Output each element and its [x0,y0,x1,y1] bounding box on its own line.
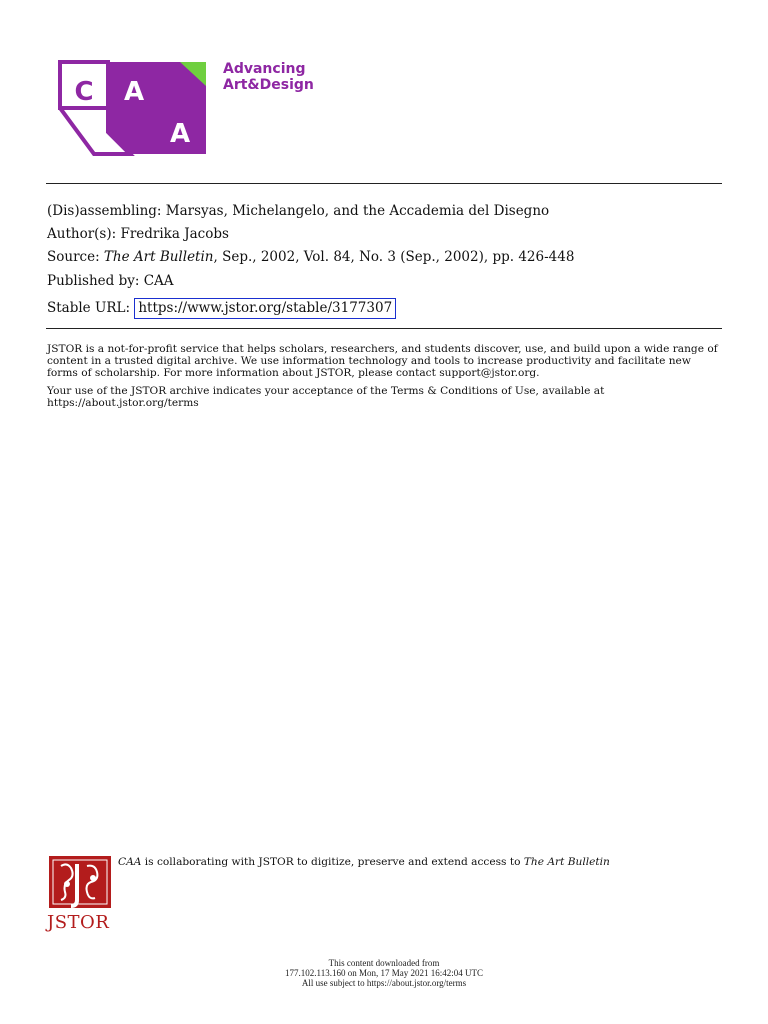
footer-line1: This content downloaded from [328,958,440,968]
caa-logo [58,60,314,156]
author-line [47,226,229,242]
terms-notice-paragraph: Your use of the JSTOR archive indicates your acceptance of the Terms & Conditions of Use, available at https://about.jstor.org/terms [47,385,605,409]
article-title: (Dis)assembling: Marsyas, Michelangelo, and the Accademia del Disegno [47,203,550,219]
jstor-notice-paragraph: JSTOR is a not-for-profit service that helps scholars, researchers, and students discover, use, and build upon a wide range of content in a trusted digital archive. We use information technology and tools to increase productivity and facilitate new forms of scholarship. For more information about JSTOR, please contact support@jstor.org. [47,343,718,379]
logo-letter-c: C [74,77,94,107]
logo-tagline-line2: Art&Design [223,77,314,93]
collab-journal: The Art Bulletin [523,856,610,868]
publisher-name: CAA [143,273,174,289]
author-label: Author(s): [47,226,117,242]
collab-text: is collaborating with JSTOR to digitize, preserve and extend access to [141,856,524,868]
caa-logo-mark [58,60,218,156]
footer-line3: All use subject to https://about.jstor.org/terms [301,978,467,988]
publisher-line [47,273,174,289]
logo-tagline-line1: Advancing [223,61,306,77]
source-label: Source: [47,249,100,265]
download-footer [0,958,768,988]
stable-url-link[interactable]: https://www.jstor.org/stable/3177307 [134,298,396,319]
publisher-label: Published by: [47,273,140,289]
top-divider [46,183,722,184]
jstor-wordmark: JSTOR [47,912,110,933]
collaboration-statement [118,856,610,868]
source-journal: The Art Bulletin [103,249,214,265]
footer-line2: 177.102.113.160 on Mon, 17 May 2021 16:42:04 UTC [285,968,483,978]
stable-url-line [47,298,396,319]
stable-url-label: Stable URL: [47,300,131,316]
logo-tagline [223,61,314,93]
source-line [47,249,574,265]
logo-letter-a1: A [123,77,145,107]
logo-letter-a2: A [169,119,191,149]
collab-org: CAA [118,856,142,868]
author-name: Fredrika Jacobs [120,226,229,242]
bottom-divider [46,328,722,329]
jstor-emblem-icon [47,854,113,910]
source-details: , Sep., 2002, Vol. 84, No. 3 (Sep., 2002), pp. 426-448 [213,249,575,265]
